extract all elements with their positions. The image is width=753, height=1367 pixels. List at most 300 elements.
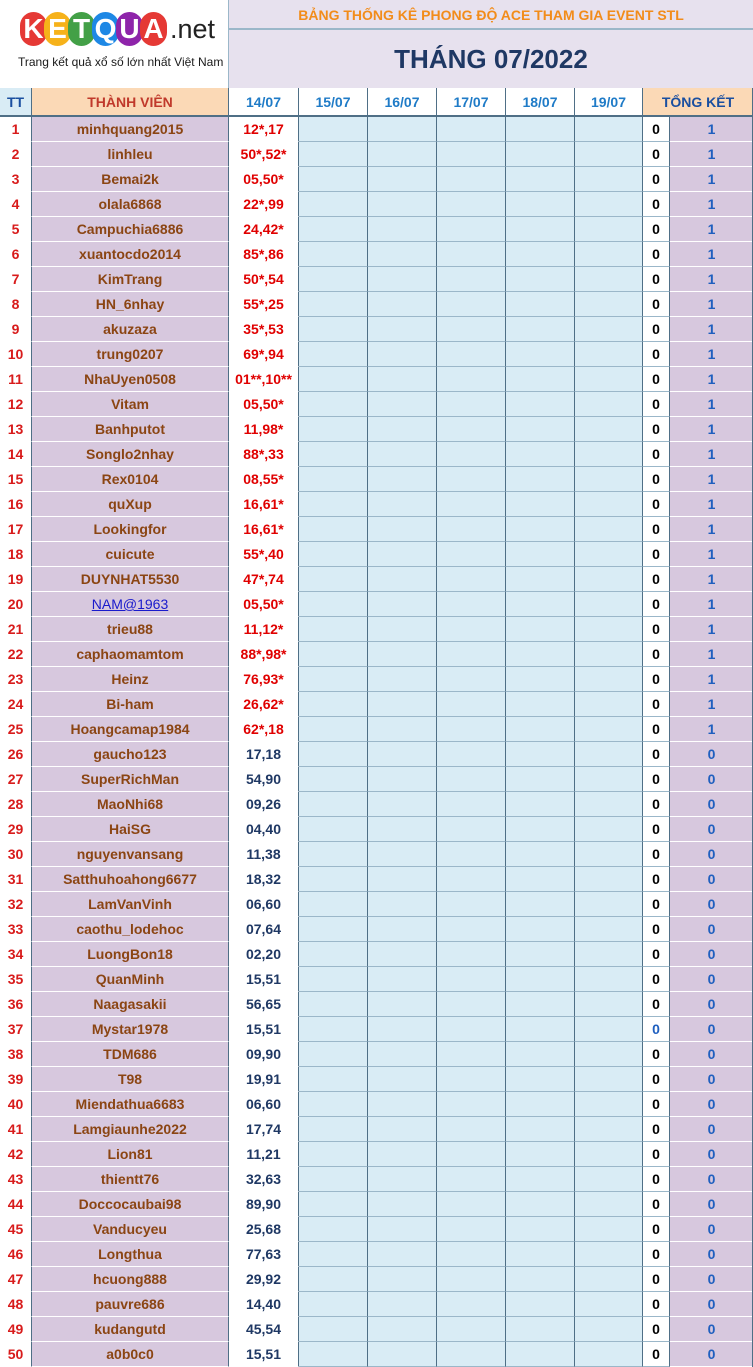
empty-date-cell: [299, 817, 368, 842]
empty-date-cell: [437, 1317, 506, 1342]
empty-date-cell: [368, 842, 437, 867]
table-row: [0, 192, 753, 217]
row-number: 17: [0, 517, 32, 542]
table-row: [0, 742, 753, 767]
zero-count: 0: [643, 817, 670, 842]
zero-count: 0: [643, 467, 670, 492]
header-member: THÀNH VIÊN: [32, 88, 229, 117]
table-row: [0, 242, 753, 267]
table-row: [0, 1142, 753, 1167]
member-name: Naagasakii: [32, 992, 229, 1017]
zero-count: 0: [643, 142, 670, 167]
empty-date-cell: [299, 1117, 368, 1142]
empty-date-cell: [437, 792, 506, 817]
empty-date-cell: [506, 1167, 575, 1192]
empty-date-cell: [506, 1342, 575, 1367]
table-row: [0, 1092, 753, 1117]
empty-date-cell: [437, 117, 506, 142]
table-row: [0, 667, 753, 692]
empty-date-cell: [575, 1342, 643, 1367]
empty-date-cell: [506, 1292, 575, 1317]
empty-date-cell: [437, 642, 506, 667]
table-row: [0, 1067, 753, 1092]
empty-date-cell: [506, 817, 575, 842]
empty-date-cell: [299, 142, 368, 167]
total-count: 0: [670, 1142, 753, 1167]
table-row: [0, 442, 753, 467]
table-row: [0, 992, 753, 1017]
member-name: trung0207: [32, 342, 229, 367]
empty-date-cell: [368, 192, 437, 217]
empty-date-cell: [368, 292, 437, 317]
empty-date-cell: [368, 967, 437, 992]
pick-14-07: 08,55*: [229, 467, 299, 492]
member-name: Rex0104: [32, 467, 229, 492]
total-count: 1: [670, 392, 753, 417]
row-number: 19: [0, 567, 32, 592]
empty-date-cell: [299, 217, 368, 242]
empty-date-cell: [299, 1042, 368, 1067]
zero-count: 0: [643, 117, 670, 142]
row-number: 23: [0, 667, 32, 692]
empty-date-cell: [506, 542, 575, 567]
pick-14-07: 15,51: [229, 1342, 299, 1367]
empty-date-cell: [437, 292, 506, 317]
empty-date-cell: [575, 467, 643, 492]
empty-date-cell: [437, 617, 506, 642]
row-number: 24: [0, 692, 32, 717]
total-count: 0: [670, 792, 753, 817]
table-row: [0, 367, 753, 392]
empty-date-cell: [368, 1317, 437, 1342]
empty-date-cell: [368, 642, 437, 667]
zero-count: 0: [643, 692, 670, 717]
total-count: 1: [670, 342, 753, 367]
empty-date-cell: [368, 567, 437, 592]
logo-letter: A: [140, 12, 167, 46]
zero-count: 0: [643, 667, 670, 692]
empty-date-cell: [506, 1217, 575, 1242]
empty-date-cell: [299, 417, 368, 442]
empty-date-cell: [299, 967, 368, 992]
pick-14-07: 50*,54: [229, 267, 299, 292]
zero-count: 0: [643, 1267, 670, 1292]
empty-date-cell: [437, 467, 506, 492]
table-row: [0, 942, 753, 967]
row-number: 31: [0, 867, 32, 892]
pick-14-07: 76,93*: [229, 667, 299, 692]
pick-14-07: 62*,18: [229, 717, 299, 742]
total-count: 1: [670, 117, 753, 142]
zero-count: 0: [643, 367, 670, 392]
table-row: [0, 217, 753, 242]
zero-count: 0: [643, 1217, 670, 1242]
zero-count: 0: [643, 1067, 670, 1092]
empty-date-cell: [575, 417, 643, 442]
empty-date-cell: [368, 1242, 437, 1267]
empty-date-cell: [437, 692, 506, 717]
pick-14-07: 88*,98*: [229, 642, 299, 667]
empty-date-cell: [299, 867, 368, 892]
empty-date-cell: [368, 892, 437, 917]
member-name: caothu_lodehoc: [32, 917, 229, 942]
empty-date-cell: [299, 992, 368, 1017]
table-row: [0, 967, 753, 992]
zero-count: 0: [643, 217, 670, 242]
zero-count: 0: [643, 342, 670, 367]
empty-date-cell: [299, 592, 368, 617]
empty-date-cell: [506, 992, 575, 1017]
empty-date-cell: [575, 1017, 643, 1042]
table-row: [0, 917, 753, 942]
empty-date-cell: [299, 492, 368, 517]
empty-date-cell: [506, 242, 575, 267]
row-number: 15: [0, 467, 32, 492]
empty-date-cell: [299, 1292, 368, 1317]
total-count: 1: [670, 692, 753, 717]
logo[interactable]: [0, 0, 229, 88]
pick-14-07: 16,61*: [229, 492, 299, 517]
empty-date-cell: [368, 542, 437, 567]
empty-date-cell: [368, 942, 437, 967]
total-count: 1: [670, 567, 753, 592]
empty-date-cell: [299, 1192, 368, 1217]
total-count: 0: [670, 942, 753, 967]
empty-date-cell: [437, 317, 506, 342]
empty-date-cell: [299, 742, 368, 767]
empty-date-cell: [437, 742, 506, 767]
table-row: [0, 717, 753, 742]
empty-date-cell: [575, 1192, 643, 1217]
header-date-5: 18/07: [506, 88, 575, 117]
total-count: 0: [670, 892, 753, 917]
header-date-4: 17/07: [437, 88, 506, 117]
empty-date-cell: [506, 442, 575, 467]
empty-date-cell: [437, 242, 506, 267]
row-number: 9: [0, 317, 32, 342]
table-row: [0, 767, 753, 792]
empty-date-cell: [506, 267, 575, 292]
member-name: gaucho123: [32, 742, 229, 767]
member-name: linhleu: [32, 142, 229, 167]
table-row: [0, 1117, 753, 1142]
table-row: [0, 167, 753, 192]
row-number: 44: [0, 1192, 32, 1217]
empty-date-cell: [368, 1092, 437, 1117]
member-name: SuperRichMan: [32, 767, 229, 792]
table-row: [0, 792, 753, 817]
empty-date-cell: [368, 592, 437, 617]
empty-date-cell: [575, 967, 643, 992]
empty-date-cell: [299, 1167, 368, 1192]
total-count: 1: [670, 642, 753, 667]
empty-date-cell: [575, 767, 643, 792]
empty-date-cell: [368, 867, 437, 892]
row-number: 18: [0, 542, 32, 567]
empty-date-cell: [368, 917, 437, 942]
empty-date-cell: [368, 667, 437, 692]
empty-date-cell: [437, 392, 506, 417]
total-count: 1: [670, 242, 753, 267]
total-count: 0: [670, 1017, 753, 1042]
table-row: [0, 1167, 753, 1192]
member-name: caphaomamtom: [32, 642, 229, 667]
member-name-link[interactable]: NAM@1963: [91, 596, 169, 612]
empty-date-cell: [437, 917, 506, 942]
empty-date-cell: [506, 392, 575, 417]
row-number: 42: [0, 1142, 32, 1167]
empty-date-cell: [506, 417, 575, 442]
pick-14-07: 77,63: [229, 1242, 299, 1267]
empty-date-cell: [299, 1017, 368, 1042]
zero-count: 0: [643, 1117, 670, 1142]
empty-date-cell: [368, 1342, 437, 1367]
logo-letter: K: [20, 12, 47, 46]
pick-14-07: 11,12*: [229, 617, 299, 642]
table-row: [0, 592, 753, 617]
zero-count: 0: [643, 842, 670, 867]
table-row: [0, 1342, 753, 1367]
logo-letter: E: [44, 12, 71, 46]
pick-14-07: 12*,17: [229, 117, 299, 142]
member-name: hcuong888: [32, 1267, 229, 1292]
empty-date-cell: [299, 317, 368, 342]
zero-count: 0: [643, 1292, 670, 1317]
row-number: 21: [0, 617, 32, 642]
header-date-3: 16/07: [368, 88, 437, 117]
pick-14-07: 04,40: [229, 817, 299, 842]
total-count: 0: [670, 1167, 753, 1192]
empty-date-cell: [437, 1042, 506, 1067]
row-number: 49: [0, 1317, 32, 1342]
empty-date-cell: [299, 767, 368, 792]
pick-14-07: 16,61*: [229, 517, 299, 542]
empty-date-cell: [299, 167, 368, 192]
member-name: nguyenvansang: [32, 842, 229, 867]
zero-count: 0: [643, 1017, 670, 1042]
total-count: 1: [670, 542, 753, 567]
empty-date-cell: [575, 292, 643, 317]
empty-date-cell: [299, 1317, 368, 1342]
header-date-1: 14/07: [229, 88, 299, 117]
empty-date-cell: [299, 192, 368, 217]
zero-count: 0: [643, 592, 670, 617]
table-row: [0, 867, 753, 892]
total-count: 1: [670, 142, 753, 167]
member-name: LamVanVinh: [32, 892, 229, 917]
pick-14-07: 26,62*: [229, 692, 299, 717]
zero-count: 0: [643, 492, 670, 517]
zero-count: 0: [643, 242, 670, 267]
member-name: trieu88: [32, 617, 229, 642]
empty-date-cell: [368, 817, 437, 842]
empty-date-cell: [437, 667, 506, 692]
row-number: 5: [0, 217, 32, 242]
row-number: 28: [0, 792, 32, 817]
pick-14-07: 25,68: [229, 1217, 299, 1242]
table-row: [0, 1017, 753, 1042]
empty-date-cell: [575, 1167, 643, 1192]
empty-date-cell: [437, 967, 506, 992]
empty-date-cell: [506, 342, 575, 367]
empty-date-cell: [368, 992, 437, 1017]
zero-count: 0: [643, 867, 670, 892]
total-count: 0: [670, 1242, 753, 1267]
row-number: 26: [0, 742, 32, 767]
empty-date-cell: [506, 367, 575, 392]
table-row: [0, 1217, 753, 1242]
row-number: 1: [0, 117, 32, 142]
logo-wordmark: [20, 8, 215, 50]
empty-date-cell: [506, 567, 575, 592]
member-name: olala6868: [32, 192, 229, 217]
row-number: 12: [0, 392, 32, 417]
total-count: 1: [670, 592, 753, 617]
total-count: 1: [670, 317, 753, 342]
total-count: 0: [670, 967, 753, 992]
empty-date-cell: [437, 817, 506, 842]
empty-date-cell: [506, 167, 575, 192]
empty-date-cell: [368, 417, 437, 442]
empty-date-cell: [575, 592, 643, 617]
zero-count: 0: [643, 167, 670, 192]
empty-date-cell: [506, 617, 575, 642]
empty-date-cell: [437, 492, 506, 517]
empty-date-cell: [299, 617, 368, 642]
zero-count: 0: [643, 442, 670, 467]
empty-date-cell: [437, 517, 506, 542]
zero-count: 0: [643, 1042, 670, 1067]
total-count: 1: [670, 167, 753, 192]
empty-date-cell: [299, 367, 368, 392]
zero-count: 0: [643, 1242, 670, 1267]
empty-date-cell: [575, 1292, 643, 1317]
empty-date-cell: [368, 617, 437, 642]
zero-count: 0: [643, 967, 670, 992]
table-row: [0, 467, 753, 492]
row-number: 3: [0, 167, 32, 192]
table-row: [0, 842, 753, 867]
logo-letter: T: [68, 12, 95, 46]
row-number: 25: [0, 717, 32, 742]
empty-date-cell: [506, 942, 575, 967]
empty-date-cell: [299, 917, 368, 942]
pick-14-07: 85*,86: [229, 242, 299, 267]
zero-count: 0: [643, 792, 670, 817]
row-number: 10: [0, 342, 32, 367]
empty-date-cell: [575, 667, 643, 692]
member-name: Campuchia6886: [32, 217, 229, 242]
pick-14-07: 50*,52*: [229, 142, 299, 167]
empty-date-cell: [299, 642, 368, 667]
member-name: LuongBon18: [32, 942, 229, 967]
empty-date-cell: [299, 1217, 368, 1242]
empty-date-cell: [575, 1092, 643, 1117]
empty-date-cell: [299, 1242, 368, 1267]
zero-count: 0: [643, 892, 670, 917]
empty-date-cell: [575, 992, 643, 1017]
empty-date-cell: [368, 717, 437, 742]
member-name: Longthua: [32, 1242, 229, 1267]
table-row: [0, 1317, 753, 1342]
zero-count: 0: [643, 942, 670, 967]
table-row: [0, 492, 753, 517]
empty-date-cell: [575, 1242, 643, 1267]
pick-14-07: 02,20: [229, 942, 299, 967]
total-count: 0: [670, 1092, 753, 1117]
empty-date-cell: [299, 542, 368, 567]
empty-date-cell: [506, 642, 575, 667]
total-count: 1: [670, 517, 753, 542]
empty-date-cell: [575, 117, 643, 142]
member-name: Heinz: [32, 667, 229, 692]
pick-14-07: 17,74: [229, 1117, 299, 1142]
empty-date-cell: [437, 342, 506, 367]
table-row: [0, 292, 753, 317]
zero-count: 0: [643, 1192, 670, 1217]
empty-date-cell: [575, 517, 643, 542]
empty-date-cell: [368, 1217, 437, 1242]
pick-14-07: 69*,94: [229, 342, 299, 367]
empty-date-cell: [437, 992, 506, 1017]
member-name: akuzaza: [32, 317, 229, 342]
empty-date-cell: [575, 842, 643, 867]
zero-count: 0: [643, 767, 670, 792]
empty-date-cell: [437, 717, 506, 742]
pick-14-07: 11,38: [229, 842, 299, 867]
pick-14-07: 47*,74: [229, 567, 299, 592]
table-header: [0, 88, 753, 117]
empty-date-cell: [368, 167, 437, 192]
empty-date-cell: [437, 592, 506, 617]
empty-date-cell: [299, 117, 368, 142]
table-row: [0, 567, 753, 592]
empty-date-cell: [506, 1067, 575, 1092]
table-row: [0, 1267, 753, 1292]
pick-14-07: 17,18: [229, 742, 299, 767]
empty-date-cell: [437, 1092, 506, 1117]
empty-date-cell: [437, 567, 506, 592]
zero-count: 0: [643, 292, 670, 317]
pick-14-07: 11,98*: [229, 417, 299, 442]
table-row: [0, 617, 753, 642]
empty-date-cell: [437, 1067, 506, 1092]
table-row: [0, 392, 753, 417]
empty-date-cell: [506, 1317, 575, 1342]
empty-date-cell: [299, 1142, 368, 1167]
empty-date-cell: [575, 867, 643, 892]
empty-date-cell: [575, 442, 643, 467]
empty-date-cell: [575, 792, 643, 817]
row-number: 14: [0, 442, 32, 467]
empty-date-cell: [506, 917, 575, 942]
empty-date-cell: [437, 367, 506, 392]
zero-count: 0: [643, 1167, 670, 1192]
empty-date-cell: [506, 492, 575, 517]
total-count: 1: [670, 367, 753, 392]
pick-14-07: 56,65: [229, 992, 299, 1017]
header-date-2: 15/07: [299, 88, 368, 117]
empty-date-cell: [299, 267, 368, 292]
pick-14-07: 24,42*: [229, 217, 299, 242]
row-number: 38: [0, 1042, 32, 1067]
row-number: 7: [0, 267, 32, 292]
zero-count: 0: [643, 642, 670, 667]
empty-date-cell: [299, 242, 368, 267]
member-name: Miendathua6683: [32, 1092, 229, 1117]
total-count: 1: [670, 717, 753, 742]
empty-date-cell: [575, 642, 643, 667]
